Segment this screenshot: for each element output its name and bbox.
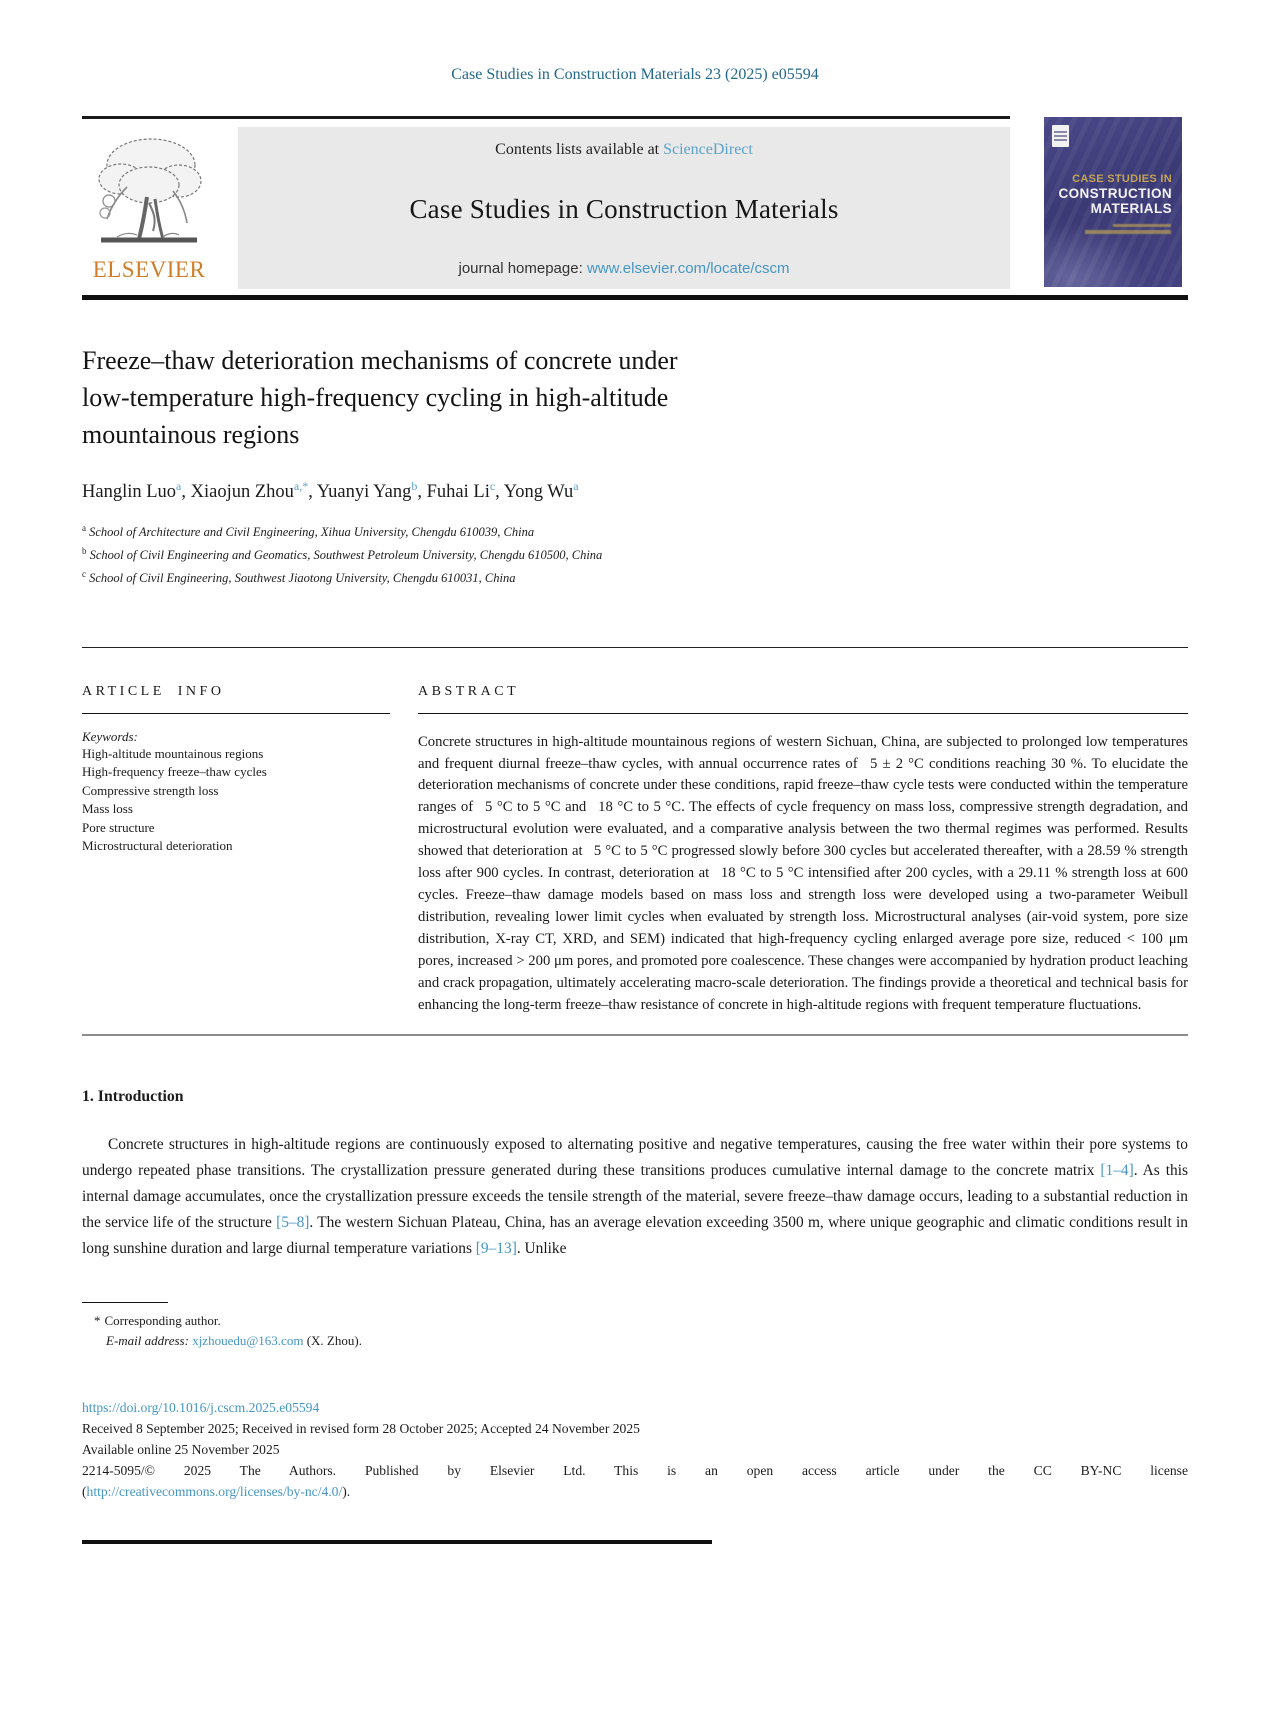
affiliation-sup: b [82,546,87,557]
author-name: Yuanyi Yang [316,482,412,503]
email-label: E-mail address: [106,1333,189,1349]
keyword-item: Compressive strength loss [82,782,219,798]
affiliation-list [82,519,1188,588]
contents-line [495,141,753,159]
article-info-rule [82,713,390,714]
affiliation-item [82,519,1188,542]
author-list [82,479,1188,503]
received-dates-line: Received 8 September 2025; Received in revised form 28 October 2025; Accepted 24 November 2025 [82,1421,640,1437]
license-link[interactable]: http://creativecommons.org/licenses/by-nc/4.0/ [86,1484,343,1500]
banner-bottom-rule [82,295,1188,300]
elsevier-logo-block [82,127,216,289]
intro-text: . Unlike [516,1240,567,1258]
banner-main [82,116,1010,289]
keywords-label: Keywords: [82,728,138,744]
abstract-rule [418,713,1188,714]
issn-copyright: 2214-5095/© 2025 The Authors. [82,1463,337,1479]
abstract-text: Concrete structures in high-altitude mountainous regions of western Sichuan, China, are subjected to prolonged low temperatures and frequent diurnal freeze–thaw cycles, with annual occurrence rates of 5 ± 2 °C conditions reaching 30 %. To elucidate the deterioration mechanisms of concrete under these conditions, rapid freeze–thaw cycle tests were conducted within the temperature ranges of 5 °C to 5 °C and 18 °C to 5 °C. The effects of cycle frequency on mass loss, compressive strength degradation, and microstructural evolution were evaluated, and a comparative analysis between the two thermal regimes was performed. Results showed that deterioration at 5 °C to 5 °C progressed slowly before 300 cycles but accelerated thereafter, with a 28.59 % strength loss after 900 cycles. In contrast, deterioration at 18 °C to 5 °C intensified after 200 cycles, with a 29.11 % strength loss at 600 cycles. Freeze–thaw damage models based on mass loss and strength loss were developed using a two-parameter Weibull distribution, revealing lower limit cycles when evaluated by strength loss. Microstructural analyses (air-void system, pore size distribution, X-ray CT, XRD, and SEM) indicated that high-frequency cycling enlarged average pore size, reduced < 100 μm pores, increased > 200 μm pores, and promoted pore coalescence. These changes were accompanied by hydration product leaching and crack propagation, ultimately accelerating macro-scale deterioration. The findings provide a theoretical and technical basis for enhancing the long-term freeze–thaw resistance of concrete in high-altitude regions with frequent temperature fluctuations. [418,733,1188,1013]
email-link[interactable]: xjzhouedu@163.com [192,1333,304,1349]
cover-title-line1: CASE STUDIES IN [1072,173,1172,185]
author-affil-sup: c [489,479,496,493]
author-affil-sup: b [411,479,418,493]
elsevier-mini-logo [1052,125,1069,147]
cover-title-line3: MATERIALS [1090,201,1172,217]
journal-banner [82,116,1188,289]
intro-text: Concrete structures in high-altitude regions are continuously exposed to alternating positive and negative temperatures, causing the free water within their pore systems to undergo repeated phase transitions. The crystallization pressure generated during these transitions produces cumulative internal damage to the concrete matrix [82,1136,1188,1180]
citation-ref-5-8[interactable]: [5–8] [276,1214,310,1232]
copyright-line [82,1460,1188,1481]
page-bottom-partial-rule [82,1540,712,1544]
sciencedirect-link[interactable]: ScienceDirect [663,141,753,158]
running-head-citation: Case Studies in Construction Materials 23 (2025) e05594 [451,66,819,83]
author-separator: , [495,482,504,503]
article-title [82,342,1188,453]
introduction-paragraph [82,1132,1188,1262]
cover-title [1052,173,1174,217]
corresponding-author-text: Corresponding author. [104,1313,221,1329]
homepage-line [459,260,790,277]
publisher-statement: Published by Elsevier Ltd. [364,1463,586,1479]
article-title-line3: mountainous regions [82,420,300,449]
author-name: Fuhai Li [426,482,490,503]
footnote-rule [82,1302,168,1303]
keyword-item: High-altitude mountainous regions [82,745,264,761]
article-title-line1: Freeze–thaw deterioration mechanisms of concrete under [82,346,678,375]
doi-link[interactable]: https://doi.org/10.1016/j.cscm.2025.e05594 [82,1400,320,1416]
license-prefix: ( [82,1484,87,1500]
footer-block [82,1397,1188,1502]
journal-cover-thumbnail [1044,117,1182,287]
affiliation-item [82,565,1188,588]
intro-text: . As this internal damage accumulates, once the crystallization pressure exceeds the tensile strength of the material, severe freeze–thaw damage occurs, leading to a substantial reduction in the service life of the structure [82,1162,1188,1232]
intro-text: . The western Sichuan Plateau, China, has an average elevation exceeding 3500 m, where unique geographic and climatic conditions result in long sunshine duration and large diurnal temperature variations [82,1214,1188,1258]
journal-name: Case Studies in Construction Materials [409,194,839,224]
contents-prefix: Contents lists available at [495,141,664,158]
homepage-prefix: journal homepage: [458,260,587,277]
author-name: Yong Wu [503,482,574,503]
email-note [82,1331,1188,1351]
author-affil-sup: a [573,479,579,493]
abstract-heading: ABSTRACT [418,683,520,699]
corresponding-author-note [82,1311,1188,1331]
elsevier-tree-logo [87,127,211,259]
affiliation-item [82,542,1188,565]
citation-ref-9-13[interactable]: [9–13] [475,1240,517,1258]
open-access-statement: This is an open access article under the CC BY-NC license [614,1463,1188,1479]
keyword-item: Mass loss [82,801,133,817]
author-name: Hanglin Luo [82,482,177,503]
affiliation-sup: c [82,569,86,580]
available-online-line: Available online 25 November 2025 [82,1442,280,1458]
cover-title-line2: CONSTRUCTION [1058,185,1172,201]
abstract-end-rule [82,1034,1188,1036]
affiliation-text: School of Architecture and Civil Engineering, Xihua University, Chengdu 610039, China [86,525,535,540]
abstract-column [418,648,1188,1017]
info-abstract-section [82,648,1188,1017]
author-name: Xiaojun Zhou [190,482,294,503]
affiliation-sup: a [82,523,86,534]
keyword-item: High-frequency freeze–thaw cycles [82,764,267,780]
article-title-line2: low-temperature high-frequency cycling in high-altitude [82,383,669,412]
license-line [82,1481,1188,1502]
email-suffix: (X. Zhou). [303,1333,362,1349]
citation-ref-1-4[interactable]: [1–4] [1100,1162,1134,1180]
article-info-column [82,648,390,1017]
article-info-heading: ARTICLE INFO [82,683,225,699]
author-separator: , [417,482,427,503]
author-affil-sup: a,* [293,479,309,493]
author-affil-sup: a [176,479,182,493]
footnote-block [82,1302,1188,1351]
affiliation-text: School of Civil Engineering and Geomatics, Southwest Petroleum University, Chengdu 610500, China [86,548,603,563]
footnote-star: * [94,1313,101,1329]
introduction-heading: 1. Introduction [82,1088,184,1106]
journal-homepage-link[interactable]: www.elsevier.com/locate/cscm [586,260,790,277]
keyword-item: Pore structure [82,819,155,835]
author-separator: , [308,482,317,503]
banner-gray-box [238,127,1010,289]
affiliation-text: School of Civil Engineering, Southwest Jiaotong University, Chengdu 610031, China [86,571,516,586]
keyword-item: Microstructural deterioration [82,838,233,854]
cover-editors-text [1052,224,1174,234]
author-separator: , [181,482,191,503]
license-suffix: ). [342,1484,351,1500]
elsevier-wordmark: ELSEVIER [92,257,206,282]
